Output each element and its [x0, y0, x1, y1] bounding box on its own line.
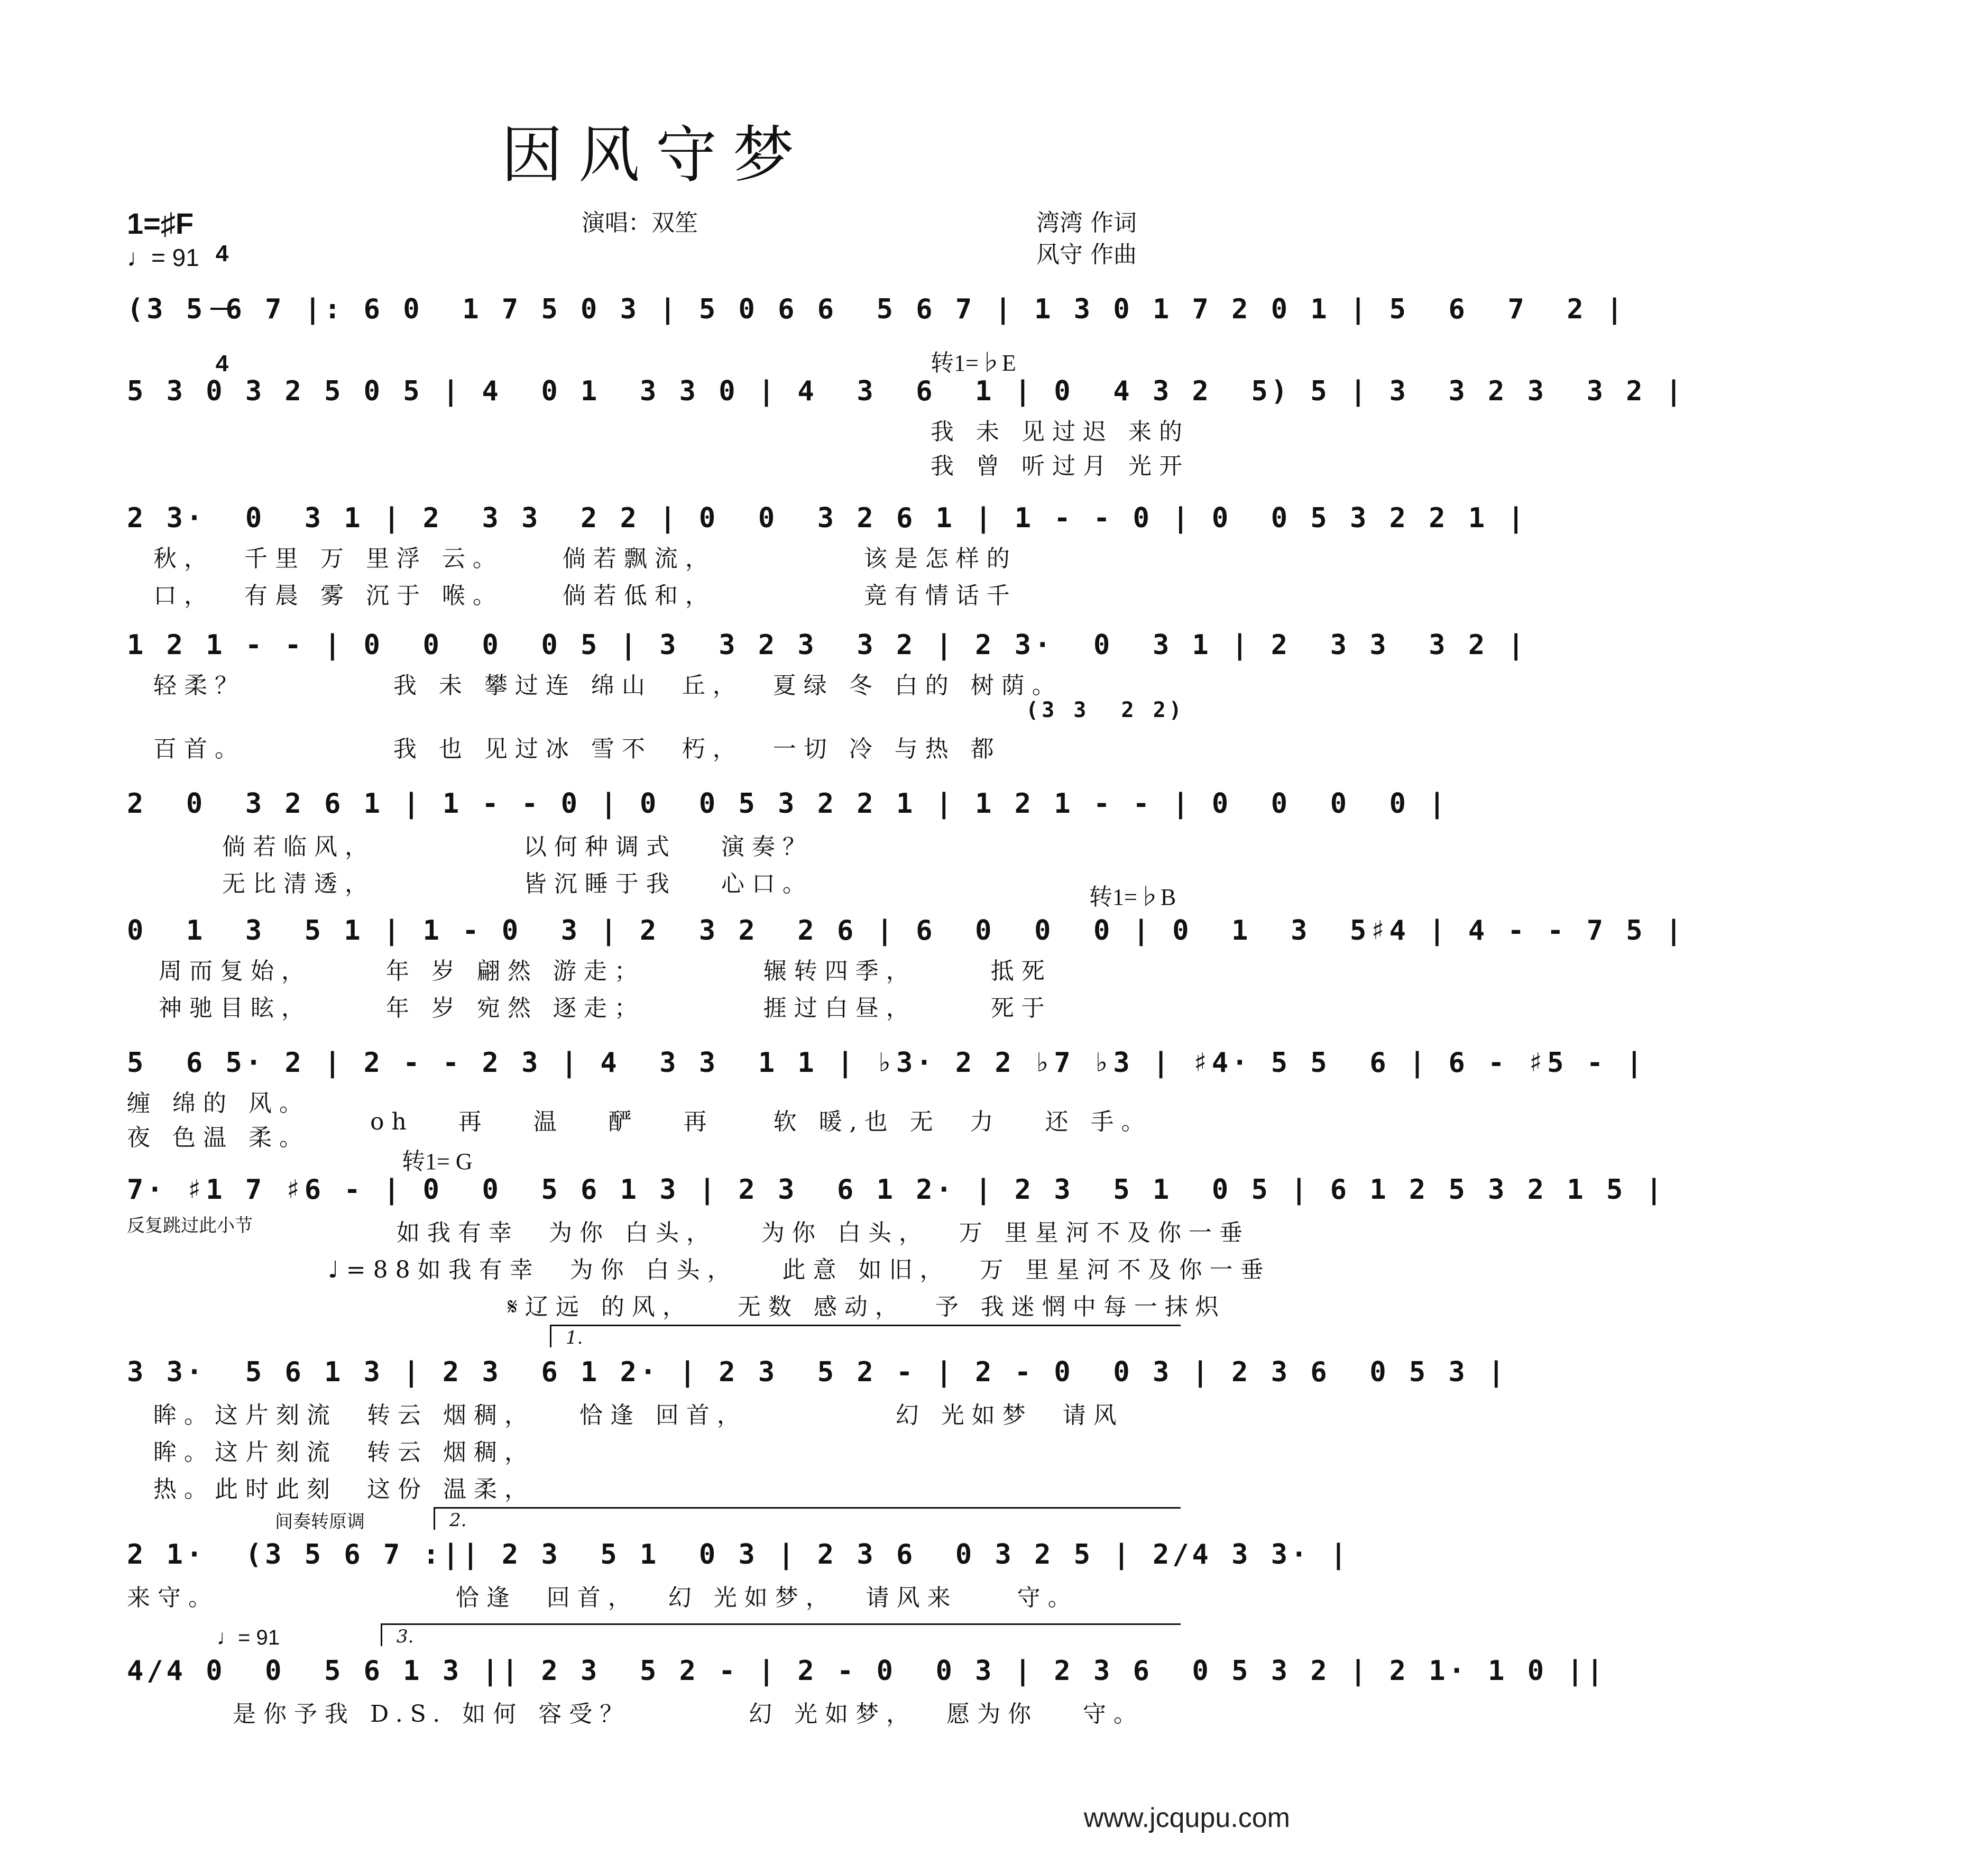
lyric-line-4-verse-2: 百首。 我 也 见过冰 雪不 朽， 一切 冷 与热 都	[153, 736, 1001, 763]
tempo-marking: ♩= 91	[127, 244, 199, 271]
key-signature: 1=♯F	[127, 207, 194, 240]
lyric-line-4-verse-1: 轻柔？ 我 未 攀过连 绵山 丘， 夏绿 冬 白的 树荫。	[153, 672, 1063, 699]
key-change-mark-2: 转1=♭B	[1089, 884, 1176, 910]
lyric-line-5-verse-1: 倘若临风， 以何种调式 演奏？	[222, 833, 813, 860]
alt-note-group: (3 3 2 2)	[1026, 698, 1185, 722]
ending-3-bracket	[381, 1623, 1181, 1646]
lyric-line-7-verse-2: 夜 色温 柔。	[127, 1124, 310, 1151]
lyric-line-2-verse-1: 我 未 见过迟 来的	[931, 418, 1190, 445]
music-line-11: 4/4 0 0 5 6 1 3 || 2 3 5 2 - | 2 - 0 0 3 | 2 3 6 0 5 3 2 | 2 1· 1 0 ||	[127, 1655, 1606, 1687]
key-change-mark-1: 转1=♭E	[931, 350, 1016, 376]
lyric-line-8-verse-1: 如我有幸 为你 白头， 为你 白头， 万 里星河不及你一垂	[397, 1219, 1250, 1246]
lyric-line-11: 是你予我 D.S. 如何 容受？ 幻 光如梦， 愿为你 守。	[233, 1701, 1145, 1728]
lyric-line-2-verse-2: 我 曾 听过月 光开	[931, 453, 1190, 480]
song-title: 因风守梦	[501, 120, 810, 191]
lyric-line-6-verse-2: 神驰目眩， 年 岁 宛然 逐走； 捱过白昼， 死于	[159, 995, 1052, 1022]
music-line-8: 7· ♯1 7 ♯6 - | 0 0 5 6 1 3 | 2 3 6 1 2· | 2 3 5 1 0 5 | 6 1 2 5 3 2 1 5 |	[127, 1174, 1665, 1206]
ending-2-label: 2.	[449, 1510, 467, 1531]
singer-credit: 演唱：双笙	[582, 209, 698, 236]
lyric-line-8-verse-2: ♩=88如我有幸 为你 白头， 此意 如旧， 万 里星河不及你一垂	[328, 1256, 1271, 1283]
lyric-line-10: 来守。 恰逢 回首， 幻 光如梦， 请风来 守。	[127, 1584, 1079, 1611]
music-line-2: 5 3 0 3 2 5 0 5 | 4 0 1 3 3 0 | 4 3 6 1 | 0 4 3 2 5) 5 | 3 3 2 3 3 2 |	[127, 375, 1686, 407]
time-signature-bottom: 4	[215, 351, 229, 376]
ending-2-bracket	[434, 1507, 1181, 1530]
music-line-1: (3 5 6 7 |: 6 0 1 7 5 0 3 | 5 0 6 6 5 6 7 | 1 3 0 1 7 2 0 1 | 5 6 7 2 |	[127, 293, 1626, 325]
music-line-10: 2 1· (3 5 6 7 :|| 2 3 5 1 0 3 | 2 3 6 0 3 2 5 | 2/4 3 3· |	[127, 1539, 1350, 1571]
music-line-7: 5 6 5· 2 | 2 - - 2 3 | 4 3 3 1 1 | ♭3· 2 2 ♭7 ♭3 | ♯4· 5 5 6 | 6 - ♯5 - |	[127, 1047, 1646, 1079]
lyricist-credit: 湾湾 作词	[1036, 209, 1137, 236]
lyric-line-5-verse-2: 无比清透， 皆沉睡于我 心口。	[222, 870, 813, 897]
music-line-3: 2 3· 0 3 1 | 2 3 3 2 2 | 0 0 3 2 6 1 | 1 - - 0 | 0 0 5 3 2 2 1 |	[127, 502, 1527, 534]
music-line-5: 2 0 3 2 6 1 | 1 - - 0 | 0 0 5 3 2 2 1 | 1 2 1 - - | 0 0 0 0 |	[127, 788, 1449, 820]
music-line-9: 3 3· 5 6 1 3 | 2 3 6 1 2· | 2 3 5 2 - | 2 - 0 0 3 | 2 3 6 0 5 3 |	[127, 1356, 1508, 1388]
lyric-line-3-verse-1: 秋， 千里 万 里浮 云。 倘若飘流， 该是怎样的	[153, 545, 1017, 572]
lyric-line-8-verse-3: 𝄋辽远 的风， 无数 感动， 予 我迷惘中每一抹炽	[508, 1293, 1226, 1320]
lyric-line-3-verse-2: 口， 有晨 雾 沉于 喉。 倘若低和， 竟有情话千	[153, 582, 1017, 609]
lyric-line-9-verse-3: 热。此时此刻 这份 温柔，	[153, 1476, 535, 1503]
lyric-line-9-verse-2: 眸。这片刻流 转云 烟稠，	[153, 1439, 535, 1466]
lyric-line-9-verse-1: 眸。这片刻流 转云 烟稠， 恰逢 回首， 幻 光如梦 请风	[153, 1402, 1124, 1429]
music-line-4: 1 2 1 - - | 0 0 0 0 5 | 3 3 2 3 3 2 | 2 3· 0 3 1 | 2 3 3 3 2 |	[127, 629, 1527, 661]
time-signature-top: 4	[215, 241, 229, 267]
repeat-annotation: 反复跳过此小节	[127, 1215, 253, 1236]
ending-1-label: 1.	[566, 1327, 583, 1348]
ending-3-label: 3.	[397, 1626, 414, 1647]
composer-credit: 风守 作曲	[1036, 241, 1137, 268]
lyric-line-7-verse-1: 缠 绵的 风。	[127, 1090, 310, 1117]
tempo-return-mark: ♩= 91	[217, 1626, 280, 1649]
lyric-line-6-verse-1: 周而复始， 年 岁 翩然 游走； 辗转四季， 抵死	[159, 958, 1052, 985]
lyric-line-7-shared: oh 再 温 酽 再 软 暖,也 无 力 还 手。	[370, 1108, 1152, 1135]
key-change-mark-3: 转1= G	[402, 1149, 473, 1174]
music-line-6: 0 1 3 5 1 | 1 - 0 3 | 2 3 2 2 6 | 6 0 0 0 | 0 1 3 5♯4 | 4 - - 7 5 |	[127, 915, 1686, 947]
interlude-annotation: 间奏转原调	[275, 1511, 365, 1532]
website-watermark[interactable]: www.jcqupu.com	[1083, 1803, 1290, 1833]
ending-1-bracket	[550, 1325, 1181, 1347]
